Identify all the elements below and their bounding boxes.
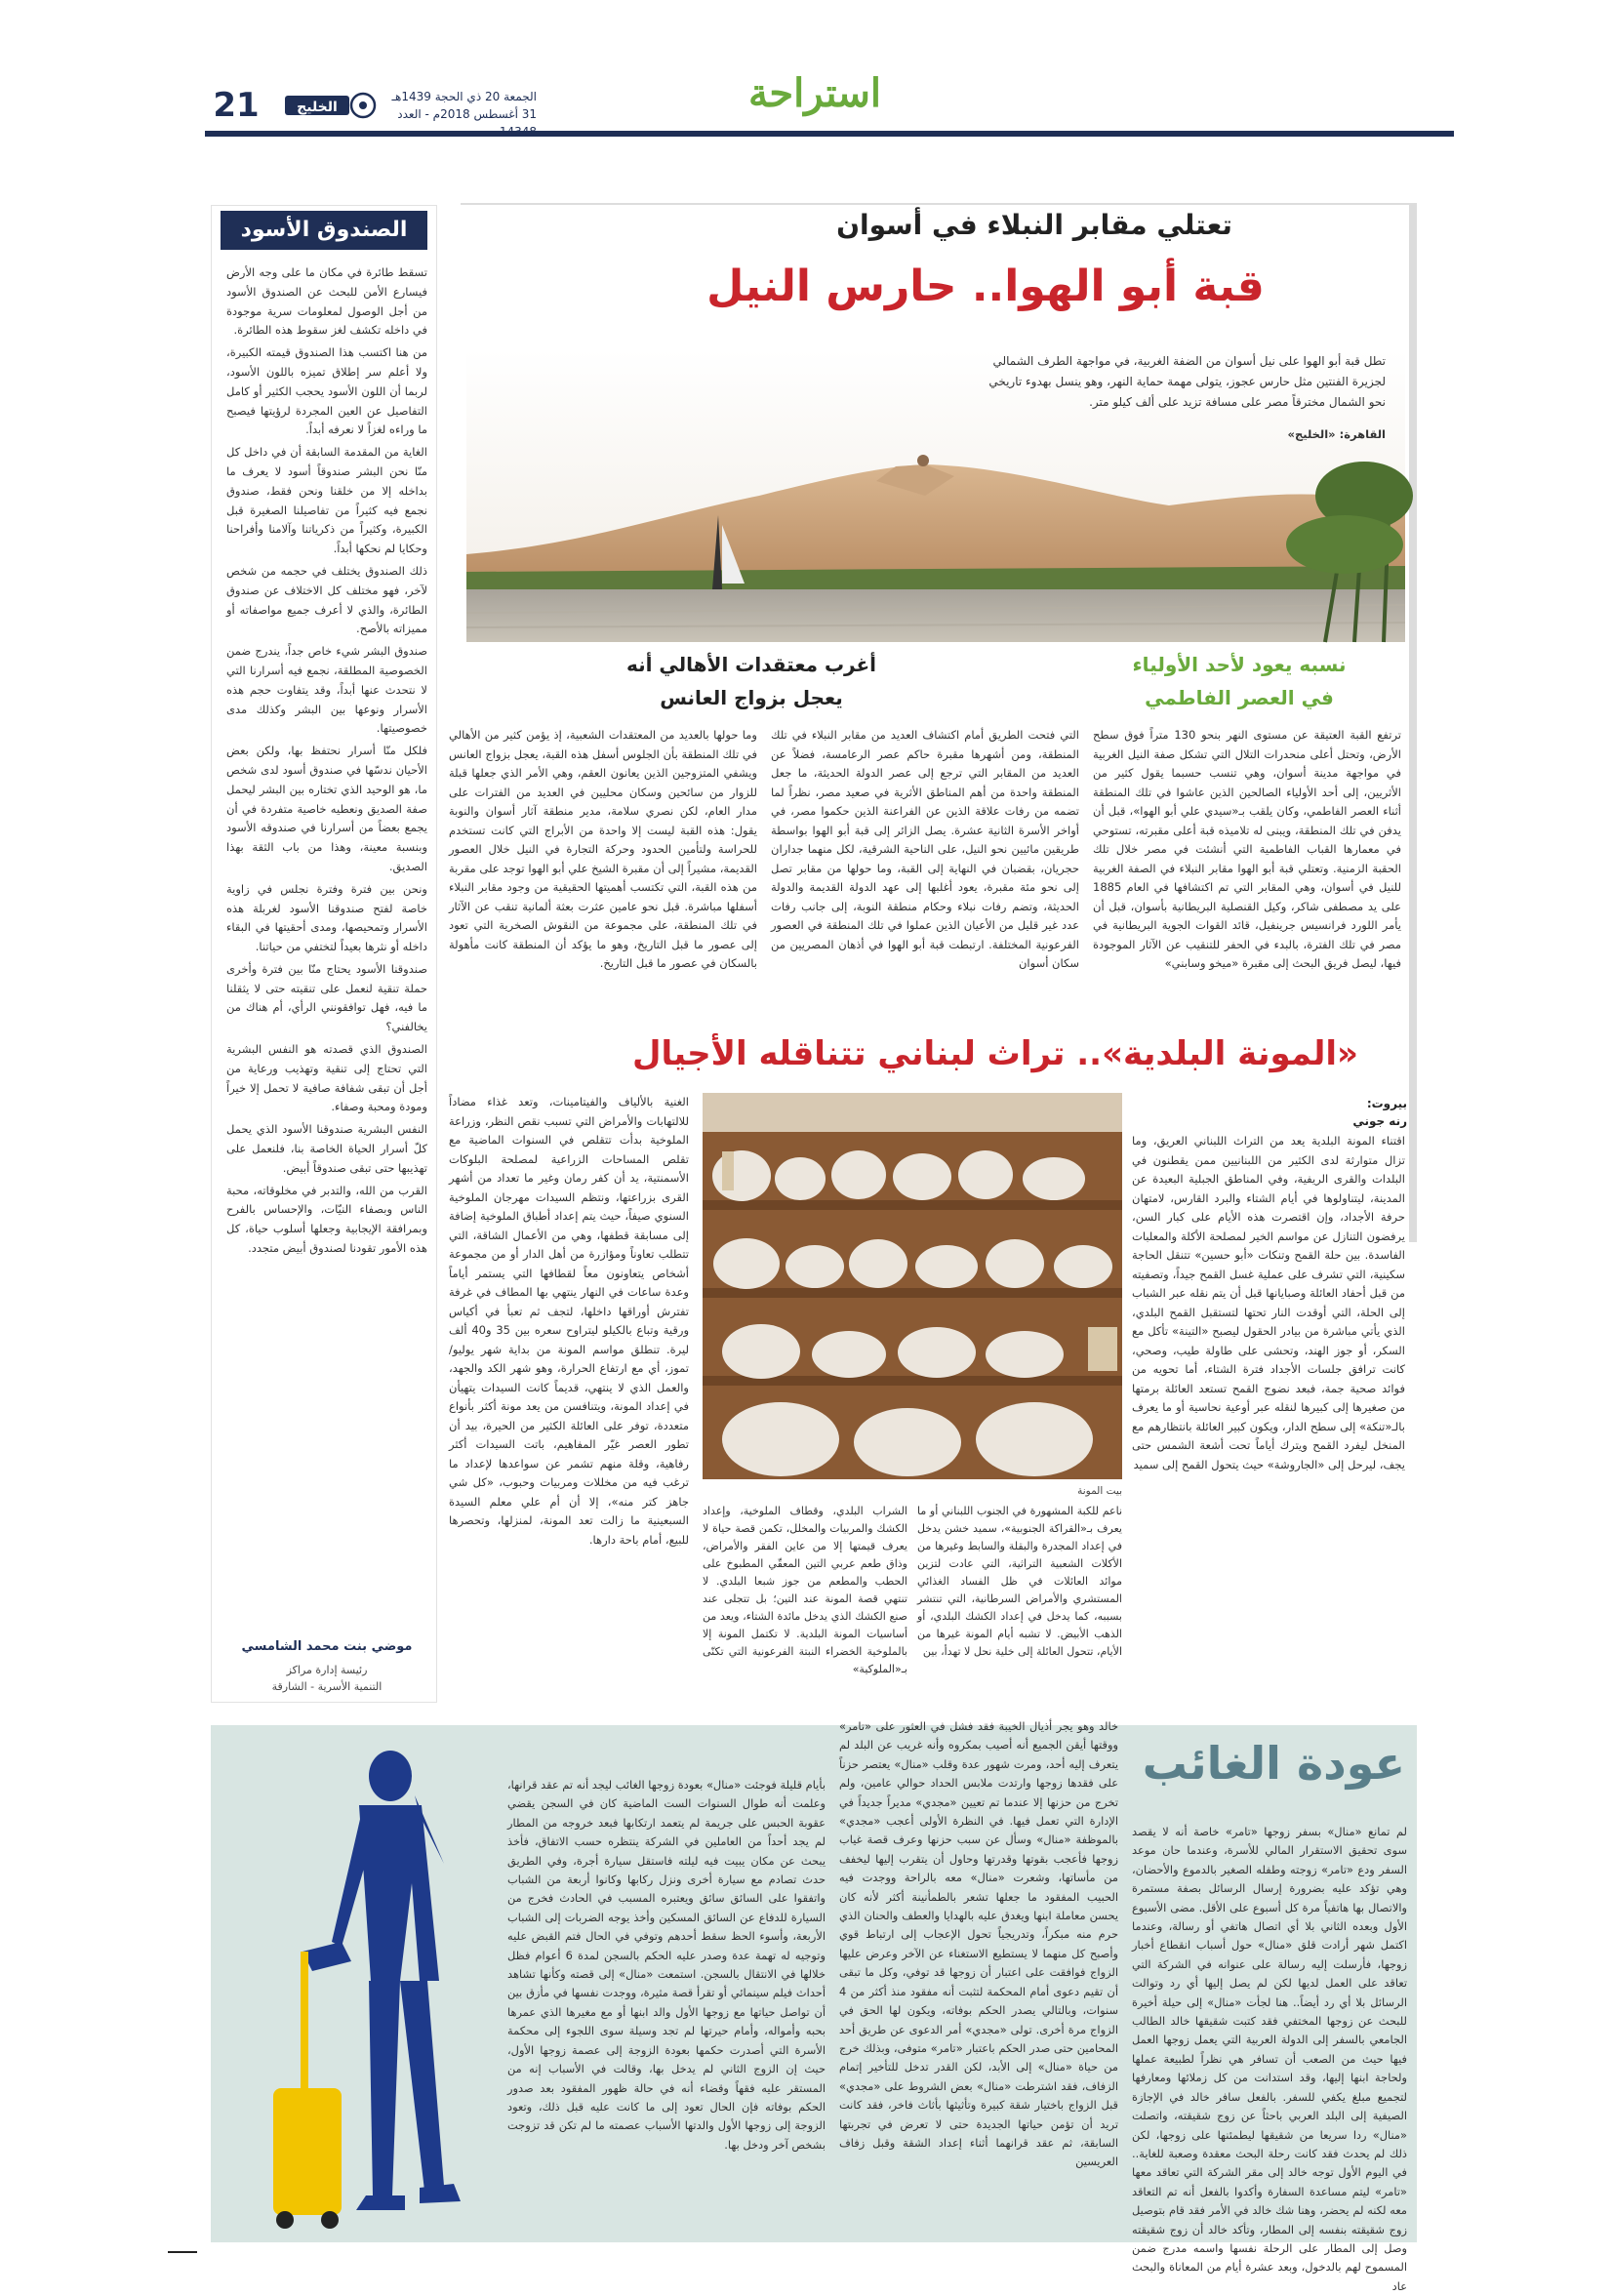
article2-column: ناعم للكبة المشهورة في الجنوب اللبناني أو ما يعرف بـ«القراكة الجنوبية»، سميد خشن يدخل في إعداد المجدرة والبقلة والسابط وغيرها من الأكلات الشعبية التراثية، التي عادت لتزين موائد العائلات في ظل الفساد الغذائي المستشري والأمراض السرطانية، التي تنتشر بسببه، كما يدخل في إعداد الكشك البلدي، أو الذهب الأبيض. لا تشبه أيام المونة غيرها من الأيام، تتحول العائلة إلى خلية نحل لا تهدأ، بين	[917, 1505, 1122, 1658]
article-kicker: تعتلي مقابر النبلاء في أسوان	[836, 209, 1232, 241]
article2-column: اقتناء المونة البلدية يعد من التراث اللبناني العريق، وما تزال متوارثة لدى الكثير من اللبنانيين ممن يقطنون في البلدات والقرى الريفية، وفي المناطق الجبلية البعيدة عن المدينة، ليتناولوها في أيام الشتاء والبرد القارس، لامتهان حرفة الأجداد، وإن اقتصرت هذه الأيام على كبار السن، يرفضون التنازل عن مواسم الخير لمصلحة الأكلة والمعلبات الفاسدة. بين حلة القمح وتنكات «أبو حسين» تتنقل الحاجة سكينية، التي تشرف على عملية غسل القمح جيداً، وتصفيته من قبل أحفاد العائلة وصبايانها قبل أن يتم نقله عبر الشباب إلى الحلة، التي أوقدت النار تحتها لتستقبل القمح البلدي، الذي يأتي مباشرة من بيادر الحقول ليصبح «التينة» تأكل مع السكر، أو جوز الهند، وتحشى على طاولة طيب، وصحي، كانت ترافق جلسات الأجداد فترة الشتاء، أما تحويه من فوائد صحية جمة، فبعد نضوج القمح تستعد العائلة برمتها من صغيرها إلى كبيرها لنقله عبر أوعية نحاسية أو ما يعرف بالـ«تنكة» إلى سطح الدار، ويكون كبير العائلة بانتظارهم مع المنخل ليفرد القمح ويترك أياماً تحت أشعة الشمس حتى يجف، ليرحل إلى «الجاروشة» حيث يتحول القمح إلى سميد	[1132, 1134, 1405, 1471]
byline-city: بيروت:	[1366, 1097, 1407, 1110]
sidebar-paragraph: صندوقنا الأسود يحتاج منّا بين فترة وأخرى حملة تنقية لنعمل على تنقيته حتى لا يثقلنا ما فيه، فهل توافقونني الرأي، أم هناك من يخالفني؟	[226, 961, 427, 1034]
bottom-story-column: بأيام قليلة فوجئت «منال» بعودة زوجها الغائب ليجد أنه تم عقد قرانها، وعلمت أنه طوال السنوات الست الماضية كان في السجن يقضي عقوبة الحبس على جريمة لم يتعمد ارتكابها فبعد خروجه من المطار لم يجد أحداً من العاملين في الشركة ينتظره حسب الاتفاق، فأخذ يبحث عن مكان يبيت فيه ليلته فاستقل سيارة أجرة، وفي الطريق حدث تصادم مع سيارة أخرى ونزل ركابها وكانوا أربعة من الشباب واتفقوا على السائق سائق ويعتبره المسبب في الحادث فخرج من السيارة للدفاع عن السائق المسكين وأخذ يوجه الضربات إلى الشباب الأربعة، وأسوء الحظ سقط أحدهم وتوفي في الحال فتم القبض عليه وتوجيه له تهمة عدة وصدر عليه الحكم بالسجن لمدة 6 أعوام فظل خلالها في الانتقال بالسجن. استمعت «منال» إلى قصته وكأنها تشاهد أحداث فيلم سينمائي أو تقرأ قصة مثيرة، ووجدت نفسها في مأزق بين أن تواصل حياتها مع زوجها الأول والد ابنها أو مع مغيرها الذي عمرها بحبه وأمواله، وأمام حيرتها لم تجد وسيلة سوى اللجوء إلى محكمة الأسرة التي أصدرت حكمها بعودة الزوجة إلى عصمة زوجها الأول، حيث إن الزوج الثاني لم يدخل بها، وقالت في الأسباب إنه من المستقر عليه فقهاً وقضاء أنه في حالة ظهور المفقود بعد صدور الحكم بوفاته فإن الحال تعود إلى ما كانت عليه قبل ذلك، وتعود الزوجة إلى زوجها الأول والدتها الأسباب عصمته ما لم تكن قد تزوجت بشخص آخر ودخل بها.	[507, 1778, 826, 2152]
subheadline-left	[585, 648, 917, 714]
subheadline-line: أغرب معتقدات الأهالي أنه	[625, 653, 877, 676]
article-lead: تطل قبة أبو الهوا على نيل أسوان من الضفة الغربية، في مواجهة الطرف الشمالي لجزيرة الفنتين مثل حارس عجوز، يتولى مهمة حماية النهر، وهو ينسل بهدوء تاريخي نحو الشمال مخترقاً مصر على مسافة تزيد على ألف كيلو متر.	[988, 354, 1386, 409]
svg-text:الخليج: الخليج	[297, 100, 338, 115]
byline-name: رنه جوني	[1352, 1114, 1407, 1128]
sidebar-paragraph: النفس البشرية صندوقنا الأسود الذي يحمل كلّ أسرار الحياة الخاصة بنا، فلنعمل على تهذيبها حتى تبقى صندوقاً أبيض.	[226, 1122, 427, 1175]
page-number: 21	[213, 86, 260, 125]
author-role-line: التنمية الأسرية - الشارقة	[271, 1680, 383, 1693]
sidebar-paragraph: صندوق البشر شيء خاص جداً، يندرج ضمن الخصوصية المطلقة، نجمع فيه أسرارنا التي لا نتحدث عنها أبداً، وقد يتفاوت حجم هذه الأسرار ونوعها بين البشر وكذلك مدى خصوصيتها.	[226, 644, 427, 736]
newspaper-logo	[281, 90, 379, 121]
sidebar-body	[226, 263, 427, 1625]
sidebar-title: الصندوق الأسود	[221, 211, 427, 250]
date-line-1: الجمعة 20 ذي الحجة 1439هـ	[391, 90, 537, 103]
traveler-illustration	[244, 1737, 488, 2244]
sidebar-paragraph: ذلك الصندوق يختلف في حجمه من شخص لآخر، فهو مختلف كل الاختلاف عن صندوق الطائرة، والذي لا أعرف جميع مواصفاته أو مميزاته بالأصح.	[226, 563, 427, 636]
article-column: ترتفع القبة العتيقة عن مستوى النهر بنحو 130 متراً فوق سطح الأرض، وتحتل أعلى منحدرات التلال التي تشكل صفة النيل الغربية في مواجهة مدينة أسوان، وهي تنسب حسبما يقول كثير من الأثريين، إلى أحد الأولياء الصالحين الذين عاشوا في تلك المنطقة أثناء العصر الفاطمي، وكان يلقب بـ«سيدي علي أبو الهوا»، قبل أن يدفن في تلك المنطقة، ويبنى له تلاميذه قبة أعلى مقبرته، تستوحي في معمارها القباب الفاطمية التي أنشئت في مصر خلال تلك الحقبة الزمنية. وتعتلي قبة أبو الهوا مقابر النبلاء في الصفة الغربية للنيل في أسوان، وهي المقابر التي تم اكتشافها في العام 1885 على يد مصطفى شاكر، وكيل القنصلية البريطانية بأسوان، قبل أن يأمر اللورد فرانسيس جرينفيل، قائد القوات الجوية البريطانية في مصر في تلك الفترة، بالبدء في الحفر للتنقيب عن الآثار الموجودة فيها، ليصل فريق البحث إلى مقبرة «ميخو وسابني»	[1093, 728, 1401, 970]
sidebar-paragraph: ونحن بين فترة وفترة نجلس في زاوية خاصة لفتح صندوقنا الأسود لغربلة هذه الأسرار وتمحيصها، ومدى أحقيتها في البقاء داخله أو نثرها بعيداً لتختفي من حياتنا.	[226, 881, 427, 954]
article-dateline: القاهرة: «الخليج»	[1287, 427, 1386, 441]
subheadline-line: نسبه يعود لأحد الأولياء	[1132, 653, 1347, 676]
bottom-story-title: عودة الغائب	[1142, 1737, 1405, 1790]
subheadline-right	[1073, 648, 1405, 714]
subheadline-line: في العصر الفاطمي	[1145, 686, 1334, 709]
issue-date	[381, 88, 537, 141]
article-column: التي فتحت الطريق أمام اكتشاف العديد من مقابر النبلاء في تلك المنطقة، ومن أشهرها مقبرة حاكم عصر الرعامسة، فضلاً عن العديد من المقابر التي ترجع إلى عصر الدولة الحديثة، ما جعل المنطقة واحدة من أهم المناطق الأثرية في صعيد مصر، نظراً لما تضمه من رفات علاقة الذين عن الفراعنة الذين حكموا مصر، في أواخر الأسرة الثانية عشرة. يصل الزائر إلى قبة أبو الهوا بواسطة طريقين مائيين نحو النيل، على الناحية الشرقية، لكل منهما جداران حجريان، بقضبان في النهاية إلى القبة، وما حولها من مقابر تصل إلى نحو مئة مقبرة، يعود أغلبها إلى عهد الدولة القديمة والدولة الحديثة، وتضم رفات نبلاء وحكام منطقة النوبة، إلى جانب رفات عدد غير قليل من الأعيان الذين عملوا في تلك المنطقة في العصور الفرعونية المختلفة. ارتبطت قبة أبو الهوا في أذهان المصريين من سكان أسوان	[771, 728, 1079, 970]
storage-room-photo	[703, 1093, 1122, 1479]
article2-column: الشراب البلدي، وقطاف الملوخية، وإعداد الكشك والمربيات والمخلل، تكمن قصة حياة لا يعرف قيمتها إلا من عاين الفقر والأمراض، وذاق طعم عربي التين المعقّي المطبوخ على الحطب والمطعم من جوز شبعا البلدي. لا تنتهي قصة المونة عند التين؛ بل تتجلى عند صنع الكشك الذي يدخل مائدة الشتاء، ويعد من أساسيات المونة البلدية. لا تكتمل المونة إلا بالملوخية الخضراء النبتة الفرعونية التي تكنّى بـ«الملوكية»	[703, 1505, 907, 1675]
sidebar-author-role	[226, 1662, 427, 1695]
sidebar-paragraph: القرب من الله، والتدبر في مخلوقاته، محبة الناس وبصفاء النيّات، والإحساس بالفرح وبمرافقة الإيجابية وجعلها أسلوب حياة، كل هذه الأمور تقودنا لصندوق أبيض متجدد.	[226, 1183, 427, 1256]
article-column: وما حولها بالعديد من المعتقدات الشعبية، إذ يؤمن كثير من الأهالي في تلك المنطقة بأن الجلوس أسفل هذه القبة، يعجل بزواج العانس ويشفي المتزوجين الذين يعانون العقم، وهي الأمر الذي جعلها قبلة للزوار من سائحين وسكان محليين في العديد من الفترات على مدار العام، لكن نصري سلامة، مدير منطقة آثار أسوان والنوبة يقول: هذه القبة ليست إلا واحدة من الأبراج التي كانت تستخدم للحراسة ولتأمين الحدود وحركة التجارة في النيل خلال العصور القديمة، مشيراً إلى أن مقبرة الشيخ علي أبو الهوا توجد على مقربة من هذه القبة، التي تكتسب أهميتها الحقيقية من وجود مقابر النبلاء أسفلها مباشرة. قبل نحو عامين عثرت بعثة ألمانية تنقب عن الآثار في تلك المنطقة، على مجموعة من النقوش الصخرية التي تعود إلى عصور ما قبل التاريخ، وهو ما يؤكد أن المنطقة كانت مأهولة بالسكان في عصور ما قبل التاريخ.	[449, 728, 757, 970]
bottom-story-column: خالد وهو يجر أذيال الخيبة فقد فشل في العثور على «تامر» ووقتها أيقن الجميع أنه أصيب بمكروه وأنه غريب عن البلد لم يتعرف إليه أحد، ومرت شهور عدة وقلب «منال» يعتصر حزناً على فقدها زوجها وارتدت ملابس الحداد حوالي عامين، ولم تخرج من حزنها إلا عندما تم تعيين «مجدي» مديراً جديداً في الإدارة التي تعمل فيها. في النظرة الأولى أعجب «مجدي» بالموظفة «منال» وسأل عن سبب حزنها وعرف قصة غياب زوجها فأعجب بقوتها وقدرتها وحاول أن يتقرب إليها ليخفف من مأساتها، وشعرت «منال» معه بالراحة ووجدت فيه الحبيب المفقود ما جعلها تشعر بالطمأنينة أكثر لأنه كان يحسن معاملة ابنها ويغدق عليه بالهدايا والعطف والحنان الذي حرم منه مبكراً، وتدريجياً تحول الإعجاب إلى ارتباط قوي وأصبح كل منهما لا يستطيع الاستغناء عن الآخر وعرض عليها الزواج فوافقت على اعتبار أن زوجها قد توفي، وكل ما تبقى أن تقيم دعوى أمام المحكمة لتثبت أنه مفقود منذ أكثر من 4 سنوات، وبالتالي يصدر الحكم بوفاته، ويكون لها الحق في الزواج مرة أخرى. تولى «مجدي» أمر الدعوى عن طريق أحد المحامين حتى صدر الحكم باعتبار «تامر» متوفى، وبذلك خرج من حياة «منال» إلى الأبد، لكن القدر تدخل للتأخير إتمام الزفاف، فقد اشترطت «منال» بعض الشروط على «مجدي» قبل الزواج باختيار شقة كبيرة وتأثيثها بأثاث فاخر، فقد كانت تريد أن تؤمن حياتها الجديدة حتى لا تعرض في تجربتها السابقة، ثم عقد قرانهما أثناء إعداد الشقة وقبل زفاف العريسين	[839, 1719, 1118, 2169]
sidebar-paragraph: فلكل منّا أسرار نحتفظ بها، ولكن بعض الأحيان ندسّها في صندوق أسود لدى شخص ما، هو الوحيد الذي تختاره بين البشر ليحمل صفة الصديق ونعطيه خاصية متفردة في أن يجمع بعضاً من أسرارنا في صندوقه الأسود وبنسبة معينة، وهذا من باب الثقة بهذا الصديق.	[226, 744, 427, 873]
author-role-line: رئيسة إدارة مراكز	[286, 1664, 368, 1676]
sidebar-paragraph: الغاية من المقدمة السابقة أن في داخل كل منّا نحن البشر صندوقاً أسود لا يعرف ما بداخله إلا من خلقنا ونحن فقط، صندوق نجمع فيه كثيراً من تفاصيلنا الصغيرة قبل الكبيرة، وكثيراً من ذكرياتنا وآلامنا وأفراحنا وحكايا لم نحكها أبداً.	[226, 445, 427, 556]
date-line-2: 31 أغسطس 2018م - العدد 14348	[397, 107, 537, 139]
bottom-story-column: لم تمانع «منال» بسفر زوجها «تامر» خاصة أنه لا يقصد سوى تحقيق الاستقرار المالي للأسرة، وعندما حان موعد السفر ودع «تامر» زوجته وطفله الصغير بالدموع والأحضان، وهي تؤكد عليه بضرورة إرسال الرسائل بصفة مستمرة والاتصال بها هاتفياً مرة كل أسبوع على الأقل. مضى الأسبوع الأول وبعده الثاني بلا أي اتصال هاتفي أو رسالة، وعندما اكتمل شهر أرادت قلق «منال» حول أسباب انقطاع أخبار زوجها، فأرسلت إليه رسالة على عنوانه في الشركة التي تعاقد على العمل لديها لكن لم يصل إليها أي رد وتوالت الرسائل بلا أي رد أيضاً.. هنا لجأت «منال» إلى حيلة أخيرة للبحث عن زوجها المختفي فقد كتبت شقيقها خالد الطالب الجامعي بالسفر إلى الدولة العربية التي يعمل زوجها العمل فيها حيث من الصعب أن تسافر هي نظراً لطبيعة عملها ولحاجة ابنها إليها، وقد استدانت من كل زملائها ومعارفها لتجميع مبلغ يكفي للسفر. بالفعل سافر خالد في الإجازة الصيفية إلى البلد العربي باحثاً عن زوج شقيقته، واتصلت «منال» ردا سريعا من شقيقها ليطمئنها على زوجها، لكن ذلك لم يحدث فقد كانت رحلة البحث معقدة وصعبة للغاية.. في اليوم الأول توجه خالد إلى مقر الشركة التي تعاقد معها «تامر» ليتم مساعدة السفارة وأكدوا بالفعل أنه تم التعاقد معه لكنه لم يحضر، وهنا شك خالد في الأمر فقد قام بتوصيل زوج شقيقته بنفسه إلى المطار، وتأكد خالد أن زوج شقيقته وصل إلى المطار على الرحلة نفسها واسمه مدرج ضمن المسموح لهم بالدخول، وبعد عشرة أيام من المعاناة والبحث عاد	[1132, 1825, 1407, 2293]
article2-byline	[1317, 1095, 1407, 1130]
article-headline: قبة أبو الهوا.. حارس النيل	[706, 262, 1265, 311]
section-title: استراحة	[747, 70, 882, 116]
page-divider	[168, 2251, 197, 2253]
sidebar-paragraph: من هنا اكتسب هذا الصندوق قيمته الكبيرة، ولا أعلم سر إطلاق تميزه باللون الأسود، لربما أن اللون الأسود يحجب الكثير أو كامل التفاصيل عن العين المجردة لرؤيتها فيصبح ما وراءه لغزاً لا نعرفه أبداً.	[226, 345, 427, 437]
photo-caption: بيت المونة	[1077, 1485, 1122, 1497]
sidebar-paragraph: الصندوق الذي قصدته هو النفس البشرية التي تحتاج إلى تنقية وتهذيب ورعاية من أجل أن تبقى شفافة صافية لا تحمل إلا خيراً ومودة ومحبة وصفاء.	[226, 1042, 427, 1114]
subheadline-line: يعجل بزواج العانس	[660, 686, 843, 709]
article2-headline: «المونة البلدية».. تراث لبناني تتناقله الأجيال	[632, 1034, 1358, 1073]
sidebar-author: موضي بنت محمد الشامسي	[241, 1639, 413, 1654]
sidebar-paragraph: تسقط طائرة في مكان ما على وجه الأرض فيسارع الأمن للبحث عن الصندوق الأسود من أجل الوصول لمعلومات سرية موجودة في داخله تكشف لغز سقوط هذه الطائرة.	[226, 265, 427, 338]
article2-column: الغنية بالألياف والفيتامينات، وتعد غذاء مضاداً للالتهابات والأمراض التي تسبب نقص النظر، وزراعة الملوخية بدأت تتقلص في السنوات الماضية مع تقلص المساحات الزراعية لمصلحة البلوكات الأسمنتية، يد أن كفر رمان وغير ما تعداد من أشهر القرى بزراعتها، ونتظم السيدات مهرجان الملوخية السنوي صيفاً، حيث يتم إعداد أطباق الملوخية إضافة إلى مسابقة قطفها، وهي من الأعمال الشاقة، التي تتطلب تعاوناً ومؤازرة من أهل الدار أو من مجموعة أشخاص يتعاونون معاً لقطافها التي يستمر أياماً وعدة ساعات في النهار ينتهي بها المطاف في غرفة تفترش أوراقها داخلها، لتجف ثم تعبأ في أكياس ورقية وتباع بالكيلو ليتراوح سعره بين 35 و40 ألف ليرة. تنطلق مواسم المونة من بداية شهر يوليو/تموز، أي مع ارتفاع الحرارة، وهو شهر الكد والجهد، والعمل الذي لا ينتهي، قديماً كانت السيدات يتهيأن في إعداد المونة، ويتنافسن من يعد مونة أكثر بأنواع متعددة، توفر على العائلة الكثير من الحيرة، بيد أن تطور العصر غيّر المفاهيم، باتت السيدات أكثر رفاهية، وقلة منهم تشمر عن سواعدها لإعداد ما ترغب فيه من مخللات ومربيات وحبوب، «كل شي جاهز كتر منه»، إلا أن أم علي معلم السيدة السبعينية ما زالت تعد المونة، لمنزلها، وتحصرها للبيع، أمام باحة دارها.	[449, 1095, 689, 1547]
